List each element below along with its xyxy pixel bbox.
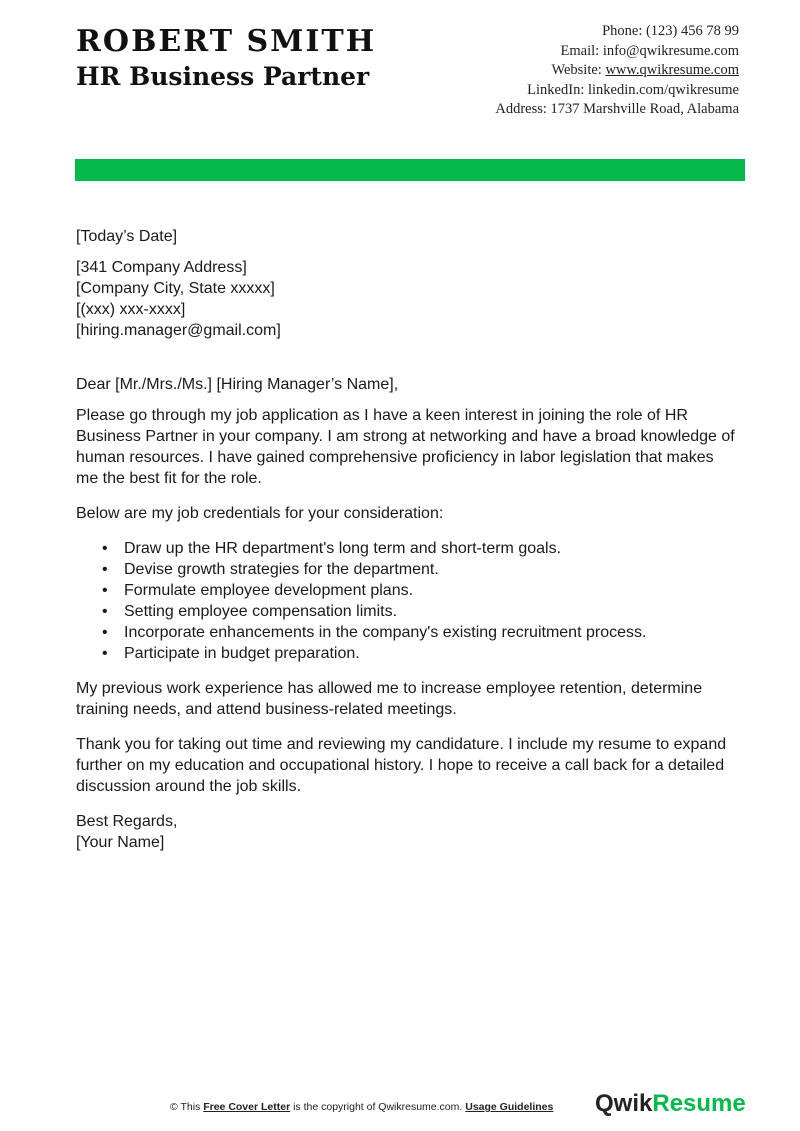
copyright-footer bbox=[170, 1101, 553, 1113]
list-item: • Draw up the HR department's long term and short-term goals. bbox=[76, 538, 736, 559]
letter-date: [Today’s Date] bbox=[76, 228, 178, 245]
logo-qwik: Qwik bbox=[595, 1090, 653, 1117]
candidate-name: ROBERT SMITH bbox=[76, 24, 377, 59]
list-item: • Devise growth strategies for the department. bbox=[76, 559, 736, 580]
list-item: • Formulate employee development plans. bbox=[76, 580, 736, 601]
recipient-address: [341 Company Address] bbox=[76, 259, 247, 276]
list-item: • Participate in budget preparation. bbox=[76, 643, 736, 664]
recipient-city: [Company City, State xxxxx] bbox=[76, 280, 275, 297]
qwikresume-logo bbox=[595, 1090, 746, 1118]
website-label: Website: bbox=[551, 62, 606, 78]
contact-phone: Phone: (123) 456 78 99 bbox=[602, 23, 739, 39]
contact-linkedin: LinkedIn: linkedin.com/qwikresume bbox=[527, 81, 739, 98]
signoff: Best Regards, bbox=[76, 813, 178, 830]
credentials-list bbox=[76, 538, 736, 664]
intro-paragraph: Please go through my job application as I have a keen interest in joining the role of HR Business Partner in your company. I am strong at networking and have a broad knowledge of human resources. I have gained comprehensive proficiency in labor legislation that makes me the best fit for the role. bbox=[76, 407, 735, 487]
signature: [Your Name] bbox=[76, 834, 165, 851]
footer-prefix: © This bbox=[170, 1101, 204, 1113]
contact-address: Address: 1737 Marshville Road, Alabama bbox=[495, 101, 739, 117]
credentials-intro: Below are my job credentials for your consideration: bbox=[76, 505, 444, 522]
experience-paragraph: My previous work experience has allowed me to increase employee retention, determine training needs, and attend business-related meetings. bbox=[76, 680, 703, 718]
recipient-email: [hiring.manager@gmail.com] bbox=[76, 322, 281, 339]
contact-website bbox=[439, 61, 739, 81]
recipient-block bbox=[76, 257, 736, 341]
contact-email: Email: info@qwikresume.com bbox=[560, 42, 739, 59]
letter-body bbox=[76, 226, 736, 853]
free-cover-letter-link[interactable]: Free Cover Letter bbox=[203, 1101, 291, 1113]
usage-guidelines-link[interactable]: Usage Guidelines bbox=[465, 1101, 554, 1113]
job-title: HR Business Partner bbox=[76, 62, 370, 91]
footer-middle: is the copyright of Qwikresume.com. bbox=[290, 1101, 466, 1113]
accent-bar bbox=[75, 159, 745, 181]
website-link[interactable]: www.qwikresume.com bbox=[605, 62, 739, 78]
contact-block bbox=[439, 22, 739, 120]
logo-resume: Resume bbox=[652, 1090, 746, 1117]
closing-paragraph: Thank you for taking out time and reviewing my candidature. I include my resume to expand further on my education and occupational history. I hope to receive a call back for a detailed discussion around the job skills. bbox=[76, 736, 727, 795]
recipient-phone: [(xxx) xxx-xxxx] bbox=[76, 301, 186, 318]
list-item: • Setting employee compensation limits. bbox=[76, 601, 736, 622]
salutation: Dear [Mr./Mrs./Ms.] [Hiring Manager’s Name], bbox=[76, 376, 399, 393]
list-item: • Incorporate enhancements in the company's existing recruitment process. bbox=[76, 622, 736, 643]
